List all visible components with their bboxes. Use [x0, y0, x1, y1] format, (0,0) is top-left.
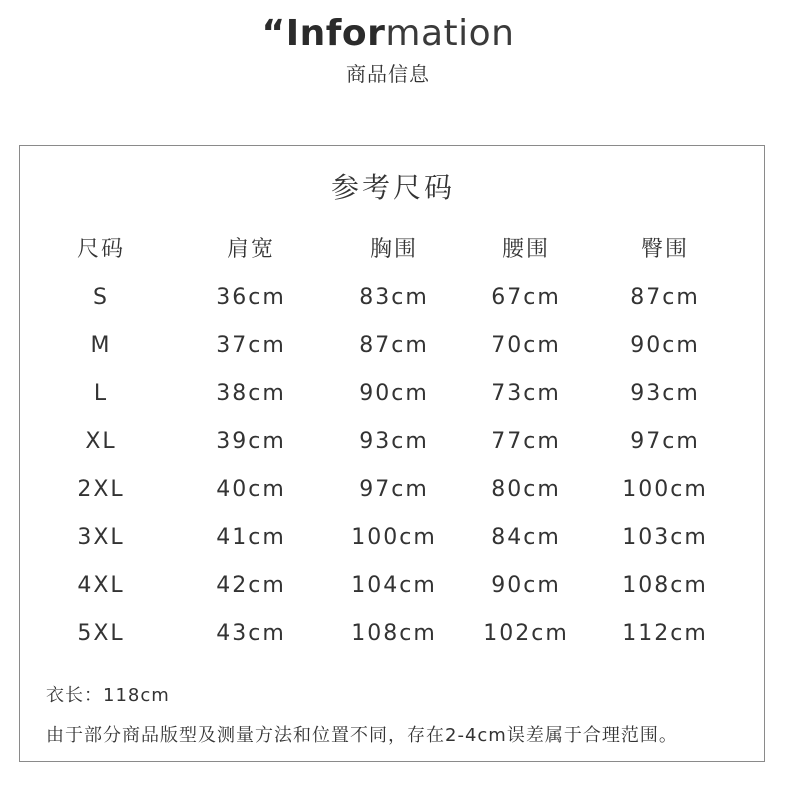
size-cell-size: 4XL — [77, 573, 125, 598]
measurement-disclaimer: 由于部分商品版型及测量方法和位置不同，存在2-4cm误差属于合理范围。 — [46, 725, 678, 746]
size-table — [20, 146, 766, 763]
size-cell-chest: 104cm — [351, 573, 437, 598]
column-header-chest: 胸围 — [369, 237, 418, 262]
size-cell-size: L — [93, 381, 109, 406]
page-subtitle: 商品信息 — [346, 62, 430, 86]
size-cell-chest: 97cm — [359, 477, 429, 502]
size-cell-shoulder: 42cm — [216, 573, 286, 598]
size-cell-shoulder: 36cm — [216, 285, 286, 310]
size-cell-shoulder: 38cm — [216, 381, 286, 406]
column-header-waist: 腰围 — [501, 237, 550, 262]
size-cell-waist: 80cm — [491, 477, 561, 502]
size-chart-panel — [19, 145, 765, 762]
column-header-shoulder: 肩宽 — [226, 237, 275, 262]
size-chart-title: 参考尺码 — [330, 171, 455, 204]
size-cell-size: 3XL — [77, 525, 125, 550]
size-cell-hip: 87cm — [630, 285, 700, 310]
size-cell-size: 5XL — [77, 621, 125, 646]
size-cell-shoulder: 43cm — [216, 621, 286, 646]
column-header-hip: 臀围 — [640, 237, 689, 262]
size-cell-shoulder: 39cm — [216, 429, 286, 454]
size-cell-hip: 97cm — [630, 429, 700, 454]
size-cell-waist: 73cm — [491, 381, 561, 406]
page-title — [0, 12, 776, 56]
size-cell-size: S — [93, 285, 109, 310]
size-cell-shoulder: 37cm — [216, 333, 286, 358]
size-cell-hip: 90cm — [630, 333, 700, 358]
quote-mark: “ — [261, 13, 286, 54]
size-cell-hip: 93cm — [630, 381, 700, 406]
size-cell-hip: 112cm — [622, 621, 708, 646]
size-cell-size: XL — [85, 429, 117, 454]
size-cell-chest: 100cm — [351, 525, 437, 550]
size-cell-waist: 70cm — [491, 333, 561, 358]
size-cell-waist: 102cm — [483, 621, 569, 646]
title-light-part: mation — [385, 13, 515, 54]
size-notes — [46, 682, 678, 750]
size-cell-size: M — [90, 333, 112, 358]
size-cell-shoulder: 40cm — [216, 477, 286, 502]
garment-length-note: 衣长：118cm — [46, 685, 170, 706]
size-cell-chest: 87cm — [359, 333, 429, 358]
size-cell-size: 2XL — [77, 477, 125, 502]
size-cell-hip: 103cm — [622, 525, 708, 550]
size-cell-chest: 90cm — [359, 381, 429, 406]
size-cell-hip: 108cm — [622, 573, 708, 598]
title-bold-part: Infor — [285, 13, 386, 54]
size-cell-chest: 108cm — [351, 621, 437, 646]
size-cell-hip: 100cm — [622, 477, 708, 502]
size-cell-waist: 84cm — [491, 525, 561, 550]
column-header-size: 尺码 — [76, 237, 125, 262]
size-cell-waist: 67cm — [491, 285, 561, 310]
size-cell-chest: 83cm — [359, 285, 429, 310]
size-cell-waist: 90cm — [491, 573, 561, 598]
size-cell-waist: 77cm — [491, 429, 561, 454]
size-cell-chest: 93cm — [359, 429, 429, 454]
size-cell-shoulder: 41cm — [216, 525, 286, 550]
